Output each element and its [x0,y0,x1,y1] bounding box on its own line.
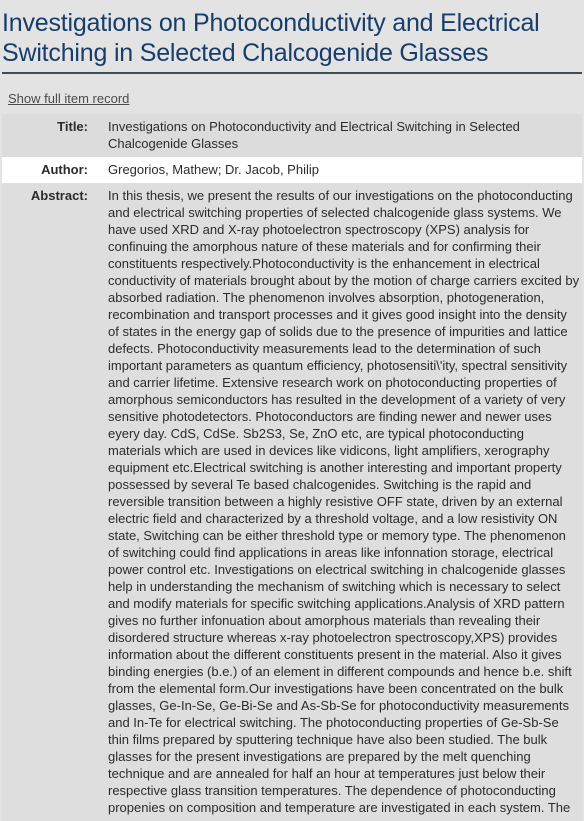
abstract-label: Abstract: [30,188,88,203]
title-label: Title: [57,119,88,134]
title-value: Investigations on Photoconductivity and Electrical Switching in Selected Chalcogenide Glasses [108,119,520,151]
metadata-row-abstract [2,183,582,821]
abstract-value: In this thesis, we present the results of our investigations on the photoconducting and electrical switching properties of selected chalcogenide glass systems. We have used XRD and X-ray photoelectron spectroscopy (XPS) analysis for confinuing the amorphous nature of these materials and for confirming their constituents respectively.Photoconductivity is the enhancement in electrical conductivity of materials brought about by the motion of charge carriers excited by absorbed radiation. The phenomenon involves absorption, photogeneration, recombination and transport processes and it gives good insight into the density of states in the energy gap of solids due to the presence of impurities and lattice defects. Photoconductivity measurements lead to the determination of such important parameters as quantum efficiency, photosensiti\'ity, spectral sensitivity and carrier lifetime. Extensive research work on photoconducting properties of amorphous semiconductors has resulted in the development of a variety of very sensitive photodetectors. Photoconductors are finding newer and newer uses eyery day. CdS, CdSe. Sb2S3, Se, ZnO etc, are typical photoconducting materials which are used in devices like vidicons, light amplifiers, xerography equipment etc.Electrical switching is another interesting and important property possessed by several Te based chalcogenides. Switching is the rapid and reversible transition between a highly resistive OFF state, driven by an external electric field and characterized by a threshold voltage, and a low resistivity ON state, Switching can be either threshold type or memory type. The phenomenon of switching could find applications in areas like infonnation storage, electrical power control etc. Investigations on electrical switching in chalcogenide glasses help in understanding the mechanism of switching which is necessary to select and modify materials for specific switching applications.Analysis of XRD pattern gives no further infonuation about amorphous materials than revealing their disordered structure whereas x-ray photoelectron spectroscopy,XPS) provides information about the different constituents present in the material. Also it gives binding energies (b.e.) of an element in different compounds and hence b.e. shift from the elemental form.Our investigations have been concentrated on the bulk glasses, Ge-In-Se, Ge-Bi-Se and As-Sb-Se for photoconductivity measurements and In-Te for electrical switching. The photoconducting properties of Ge-Sb-Se thin films prepared by sputtering technique have also been studied. The bulk glasses for the present investigations are prepared by the melt quenching technique and are annealed for half an hour at temperatures just below their respective glass transition temperatures. The dependence of photoconducting propenies on composition and temperature are investigated in each system. The [108,188,580,815]
metadata-row-title [2,114,582,157]
show-full-record-link[interactable]: Show full item record [8,91,130,106]
metadata-row-author [2,157,582,183]
page-title: Investigations on Photoconductivity and Electrical Switching in Selected Chalcogenide Glasses [2,9,540,67]
author-value: Gregorios, Mathew; Dr. Jacob, Philip [108,162,319,177]
title-divider [2,72,582,74]
author-label: Author: [41,162,88,177]
item-metadata-table [2,114,582,821]
